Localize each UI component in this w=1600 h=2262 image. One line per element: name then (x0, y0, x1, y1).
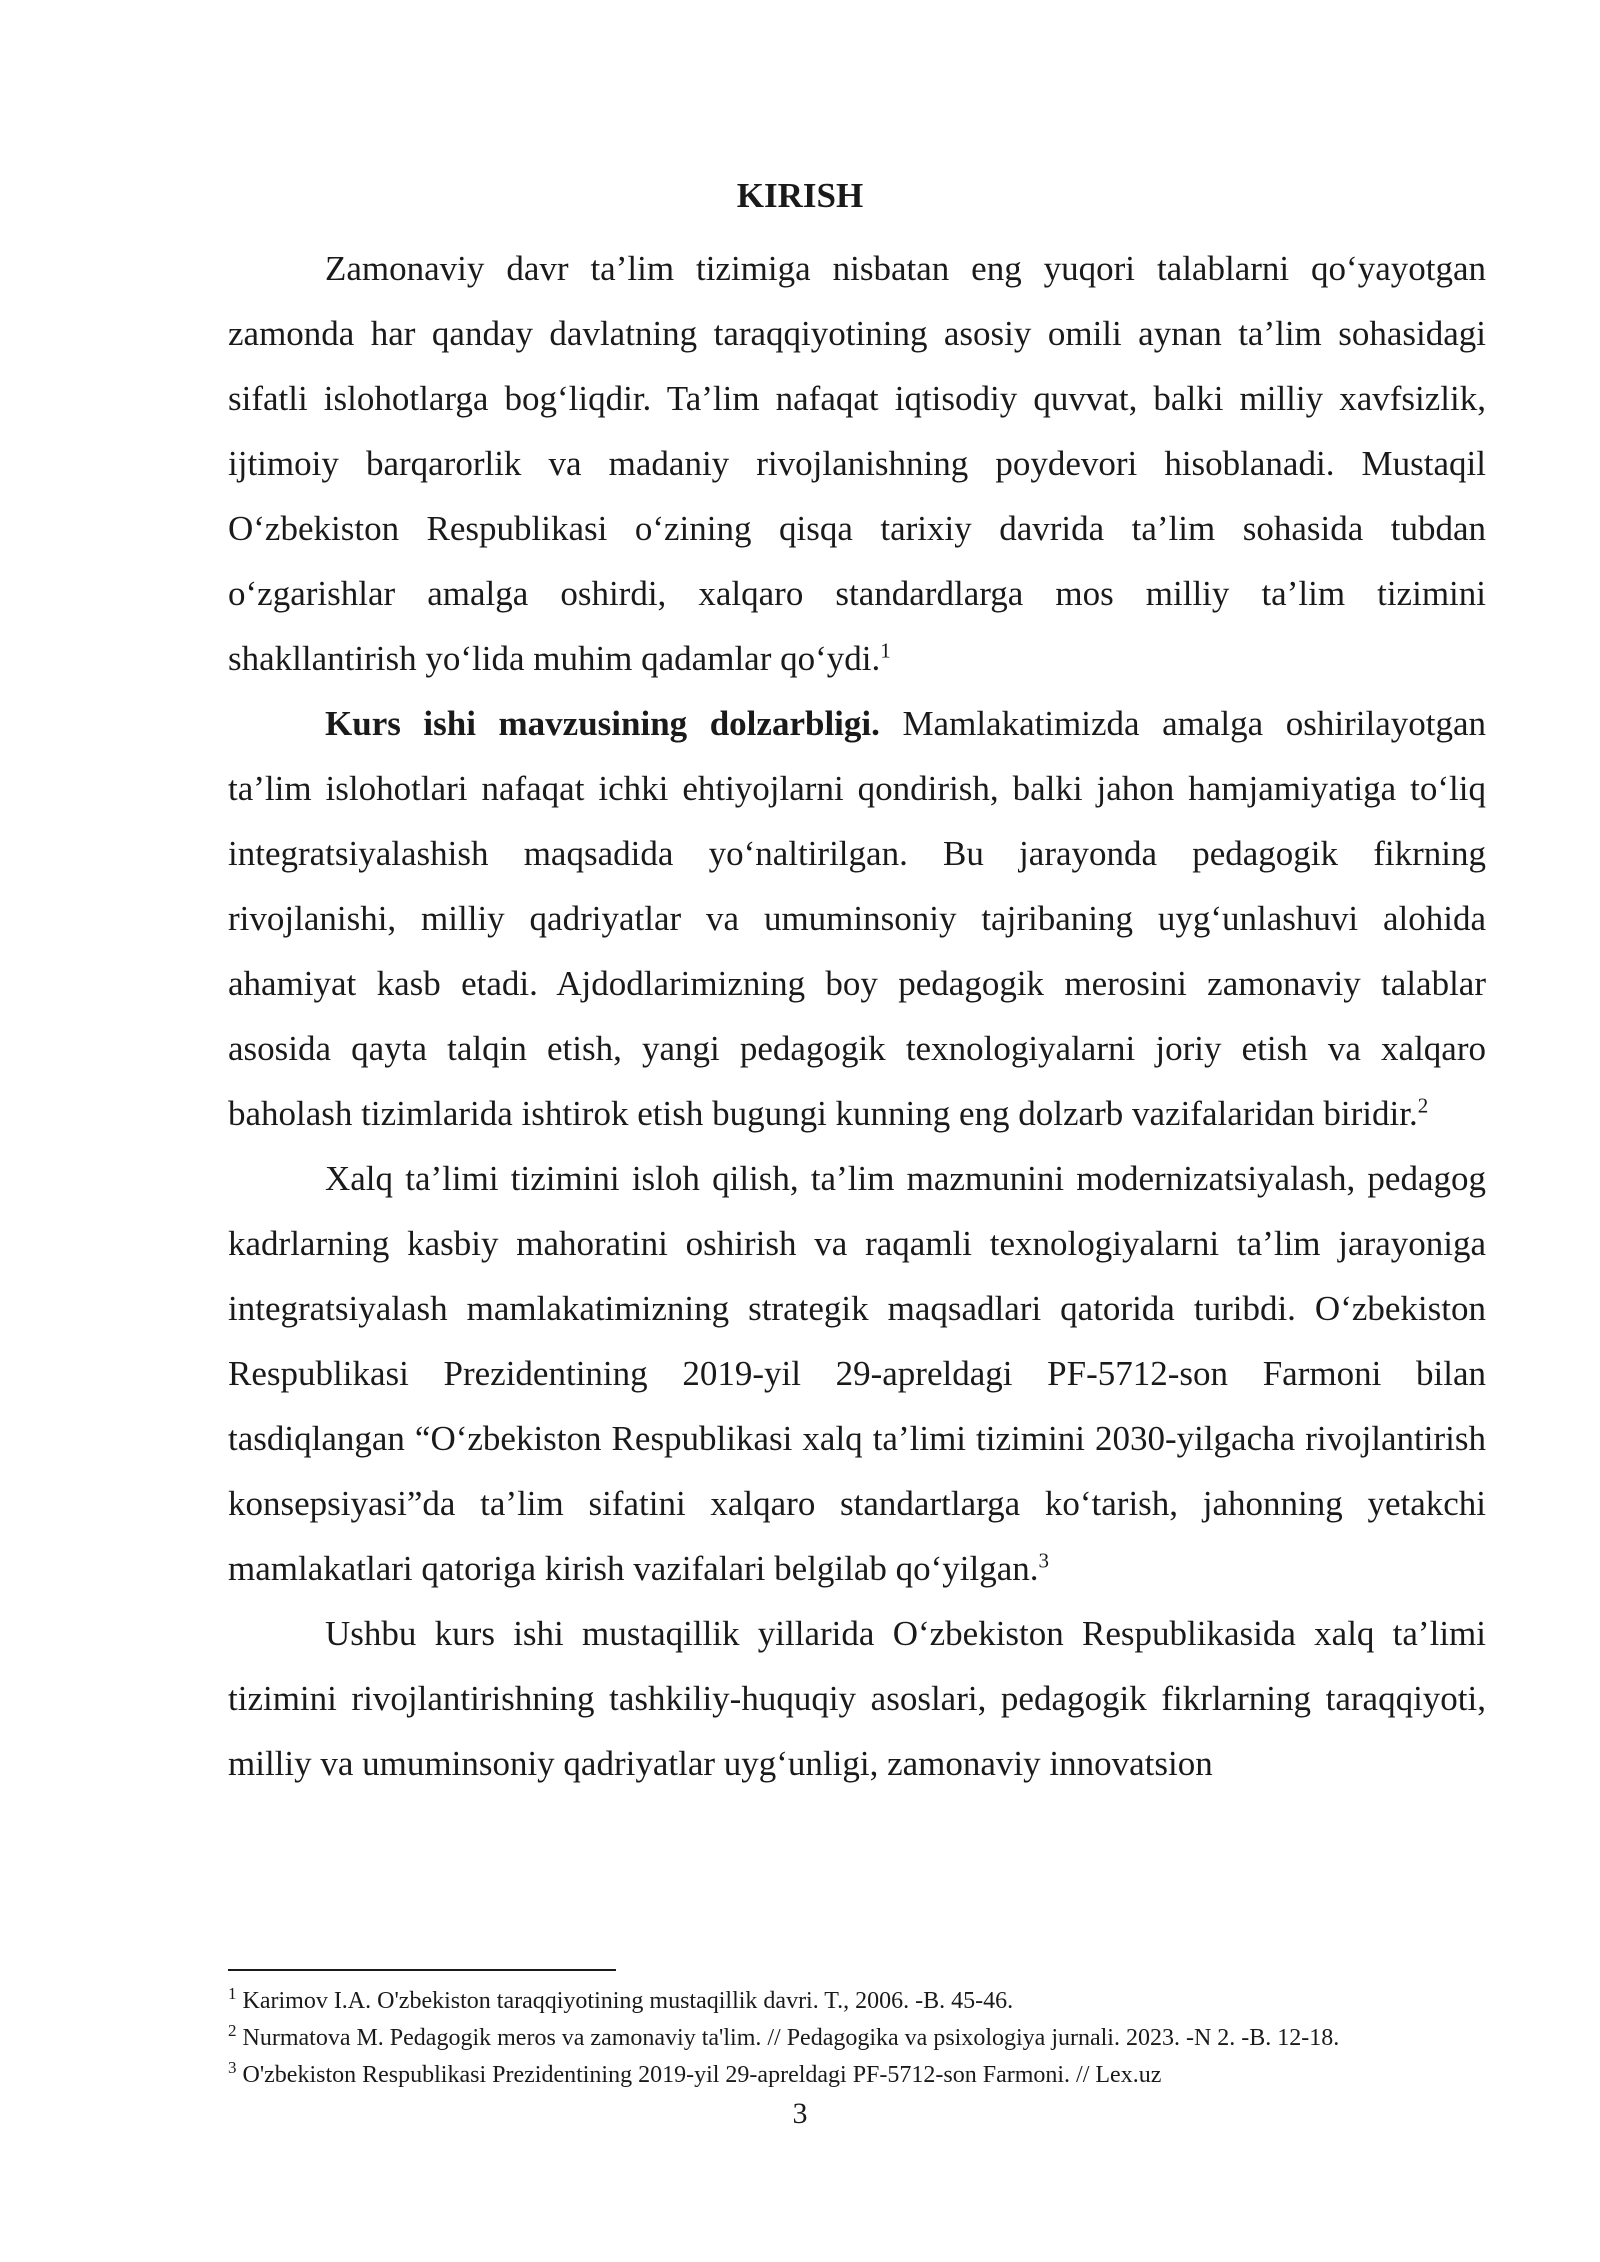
section-heading: KIRISH (736, 176, 864, 215)
footnote-item (228, 2057, 1508, 2094)
footnote-number: 1 (228, 1984, 237, 2003)
footnote-reference: 3 (1038, 1548, 1050, 1573)
paragraph-text: Ushbu kurs ishi mustaqillik yillarida O‘zbekiston Respublikasida xalq ta’limi tizimini rivojlantirishning tashkiliy-huquqiy asoslari, pedagogik fikrlarning taraqqiyoti, milliy va umuminsoniy qadriyatlar uyg‘unligi, zamonaviy innovatsion (228, 1614, 1486, 1783)
footnote-item (228, 1983, 1508, 2020)
footnote-reference: 2 (1417, 1093, 1429, 1118)
footnote-text: Karimov I.A. O'zbekiston taraqqiyotining mustaqillik davri. T., 2006. -B. 45-46. (242, 1988, 1014, 2014)
paragraph-text: Zamonaviy davr ta’lim tizimiga nisbatan eng yuqori talablarni qo‘yayotgan zamonda har qanday davlatning taraqqiyotining asosiy omili aynan ta’lim sohasidagi sifatli islohotlarga bog‘liqdir. Ta’lim nafaqat iqtisodiy quvvat, balki milliy xavfsizlik, ijtimoiy barqarorlik va madaniy rivojlanishning poydevori hisoblanadi. Mustaqil O‘zbekiston Respublikasi o‘zining qisqa tarixiy davrida ta’lim sohasida tubdan o‘zgarishlar amalga oshirdi, xalqaro standardlarga mos milliy ta’lim tizimini shakllantirish yo‘lida muhim qadamlar qo‘ydi. (228, 249, 1486, 678)
paragraph-bold-lead: Kurs ishi mavzusining dolzarbligi. (325, 704, 880, 743)
footnote-text: Nurmatova M. Pedagogik meros va zamonaviy ta'lim. // Pedagogika va psixologiya jurnali. 2023. -N 2. -B. 12-18. (242, 2025, 1340, 2051)
footnote-reference: 1 (880, 638, 891, 663)
body-text (228, 236, 1486, 1796)
footnote-number: 2 (228, 2021, 237, 2040)
paragraph-intro (228, 236, 1486, 691)
footnote-separator (228, 1969, 616, 1971)
paragraph-reform (228, 1146, 1486, 1601)
page-number: 3 (792, 2097, 808, 2130)
paragraph-text: Xalq ta’limi tizimini isloh qilish, ta’lim mazmunini modernizatsiyalash, pedagog kadrlarning kasbiy mahoratini oshirish va raqamli texnologiyalarni ta’lim jarayoniga integratsiyalash mamlakatimizning strategik maqsadlari qatorida turibdi. O‘zbekiston Respublikasi Prezidentining 2019-yil 29-apreldagi PF-5712-son Farmoni bilan tasdiqlangan “O‘zbekiston Respublikasi xalq ta’limi tizimini 2030-yilgacha rivojlantirish konsepsiyasi”da ta’lim sifatini xalqaro standartlarga ko‘tarish, jahonning yetakchi mamlakatlari qatoriga kirish vazifalari belgilab qo‘yilgan. (228, 1159, 1486, 1588)
footnote-number: 3 (228, 2058, 237, 2077)
footnote-item (228, 2020, 1508, 2057)
footnote-text: O'zbekiston Respublikasi Prezidentining 2019-yil 29-apreldagi PF-5712-son Farmoni. // Lex.uz (242, 2062, 1162, 2088)
paragraph-relevance (228, 691, 1486, 1146)
footnotes (228, 1983, 1508, 2094)
paragraph-text: Mamlakatimizda amalga oshirilayotgan ta’lim islohotlari nafaqat ichki ehtiyojlarni qondirish, balki jahon hamjamiyatiga to‘liq integratsiyalashish maqsadida yo‘naltirilgan. Bu jarayonda pedagogik fikrning rivojlanishi, milliy qadriyatlar va umuminsoniy tajribaning uyg‘unlashuvi alohida ahamiyat kasb etadi. Ajdodlarimizning boy pedagogik merosini zamonaviy talablar asosida qayta talqin etish, yangi pedagogik texnologiyalarni joriy etish va xalqaro baholash tizimlarida ishtirok etish bugungi kunning eng dolzarb vazifalaridan biridir. (228, 704, 1486, 1133)
paragraph-course-work (228, 1601, 1486, 1796)
